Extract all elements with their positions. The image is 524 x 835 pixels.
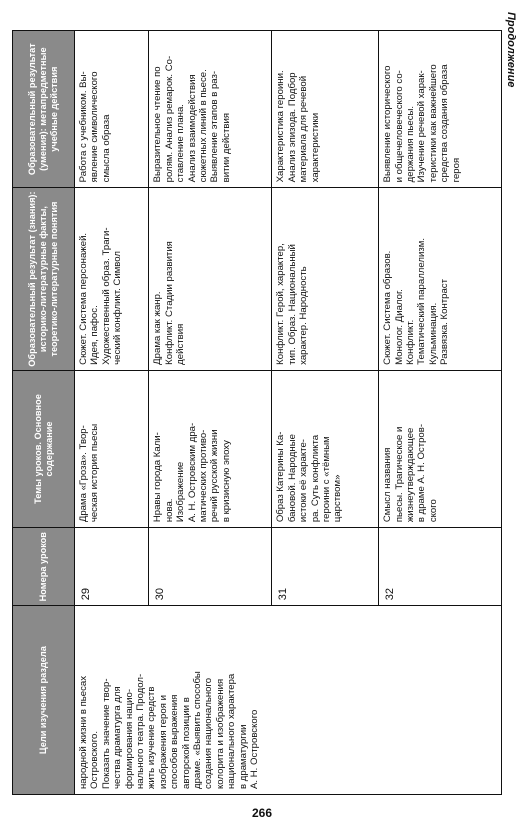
topic-line: матических противо- [198, 429, 210, 523]
topic-cell [379, 370, 502, 527]
skills-line: Выразительное чтение по [152, 66, 164, 183]
skills-line: Анализ эпизода. Подбор [286, 72, 298, 183]
lesson-num-30: 30 [149, 528, 272, 606]
page-number: 266 [251, 806, 273, 820]
knowledge-line: Сюжет. Система образов. [382, 250, 394, 365]
goal-line: Показать значение твор- [100, 678, 112, 789]
knowledge-line: Идея, пафос. [89, 305, 101, 365]
knowledge-cell [272, 188, 379, 371]
skills-line: ставление плана. [175, 104, 187, 183]
goal-line: в драматургии [237, 724, 249, 789]
skills-line: теристики как важнейшего [427, 64, 439, 183]
topic-line: в кризисную эпоху [220, 440, 232, 523]
skills-line: Выявление этапов в раз- [209, 70, 221, 183]
skills-line: Характеристика героини. [275, 70, 287, 183]
topic-line: Изображение [175, 461, 187, 523]
header-goals: Цели изучения раздела [13, 606, 75, 795]
knowledge-line: Развязка. Контраст [439, 279, 451, 365]
topic-line: Смысл названия [382, 447, 394, 523]
topic-line: жизнеутверждающее [404, 427, 416, 523]
knowledge-line: тип. Образ. Национальный [286, 244, 298, 365]
header-skills: Образовательный результат (умения): метапредметные учебные действия [13, 31, 75, 188]
topic-line: бановой. Народные [286, 434, 298, 523]
continuation-label: Продолжение [505, 12, 517, 88]
goal-line: народной жизни в пьесах [78, 675, 89, 789]
topic-line: царством» [332, 474, 344, 523]
lesson-num-32: 32 [379, 528, 502, 606]
skills-line: Работа с учебником. Вы- [78, 71, 89, 183]
knowledge-line: Конфликт. Стадии развития [163, 241, 175, 365]
goal-line: изображения героя и [157, 695, 169, 789]
goal-line: драме. «Выявить способы [192, 671, 204, 789]
knowledge-line: Кульминация. [427, 302, 439, 365]
topic-cell [149, 370, 272, 527]
knowledge-cell [149, 188, 272, 371]
skills-line: характеристики [309, 112, 321, 183]
topic-line: Драма «Гроза». Твор- [78, 425, 89, 523]
goal-line: чества драматурга для [112, 686, 124, 789]
skills-cell [272, 31, 379, 188]
skills-line: держания пьесы. [404, 105, 416, 183]
knowledge-line: Драма как жанр. [152, 291, 164, 365]
topic-line: А. Н. Островским дра- [186, 422, 198, 523]
topic-line: нова. [163, 498, 175, 523]
skills-line: материала для речевой [298, 75, 310, 183]
knowledge-line: ческий конфликт. Символ [112, 250, 124, 365]
goal-line: жить изучение средств [146, 686, 158, 789]
skills-line: Анализ взаимодействия [186, 74, 198, 183]
skills-line: и общечеловеческого со- [393, 70, 405, 183]
lesson-num-31: 31 [272, 528, 379, 606]
skills-line: героя [450, 157, 462, 183]
table-row [75, 31, 149, 795]
goal-line: национального характера [226, 673, 238, 789]
goal-line: колорита и изображения [214, 678, 226, 789]
skills-line: средства создания образа [439, 64, 451, 183]
topic-line: в драме А. Н. Остров- [416, 423, 428, 523]
topic-line: ческая история пьесы [89, 423, 101, 523]
knowledge-line: Сюжет. Система персонажей. [78, 232, 89, 365]
topic-line: Нравы города Кали- [152, 432, 164, 523]
goal-line: создания национального [203, 677, 215, 789]
goal-line: формирования нацио- [123, 688, 135, 789]
skills-cell [75, 31, 149, 188]
header-row [13, 31, 75, 795]
topic-line: героини с «тёмным [320, 436, 332, 523]
skills-cell [379, 31, 502, 188]
knowledge-cell [379, 188, 502, 371]
topic-line: ра. Суть конфликта [309, 434, 321, 523]
topic-line: речий русской жизни [209, 429, 221, 523]
knowledge-line: Тематический параллелизм. [416, 237, 428, 365]
skills-cell [149, 31, 272, 188]
topic-cell [75, 370, 149, 527]
goal-line: Островского. [89, 730, 101, 789]
goal-line: авторской позиции в [180, 697, 192, 789]
knowledge-line: характер. Народность [298, 266, 310, 365]
knowledge-line: Конфликт. [404, 319, 416, 365]
topic-line: Образ Катерины Ка- [275, 431, 287, 523]
header-topics: Темы уроков. Основное содержание [13, 370, 75, 527]
knowledge-line: Монолог. Диалог. [393, 289, 405, 365]
goal-line: А. Н. Островского [249, 709, 261, 789]
header-lesson-num: Номера уроков [13, 528, 75, 606]
topic-cell [272, 370, 379, 527]
topic-line: истоки её характе- [298, 439, 310, 523]
knowledge-line: Художественный образ. Траги- [100, 227, 112, 365]
skills-line: смысла образа [100, 114, 112, 183]
skills-line: ролям. Анализ ремарок. Со- [163, 55, 175, 183]
skills-line: сюжетных линий в пьесе. [198, 69, 210, 183]
goal-line: способов выражения [169, 694, 181, 789]
skills-line: Изучение речевой харак- [416, 70, 428, 183]
skills-line: Выявление исторического [382, 65, 394, 183]
knowledge-cell [75, 188, 149, 371]
curriculum-table [12, 30, 502, 795]
table-wrapper [12, 30, 502, 795]
goal-line: нального театра. Продол- [135, 673, 147, 789]
goals-cell [75, 606, 502, 795]
knowledge-line: Конфликт. Герой, характер, [275, 243, 287, 365]
header-knowledge: Образовательный результат (знания): историко-литературные факты, теоретико-литературные понятия [13, 188, 75, 371]
lesson-num-29: 29 [75, 528, 149, 606]
topic-line: ского [427, 499, 439, 523]
skills-line: явление символического [89, 71, 101, 183]
knowledge-line: действия [175, 323, 187, 365]
skills-line: витии действия [220, 112, 232, 183]
topic-line: пьесы. Трагическое и [393, 426, 405, 523]
